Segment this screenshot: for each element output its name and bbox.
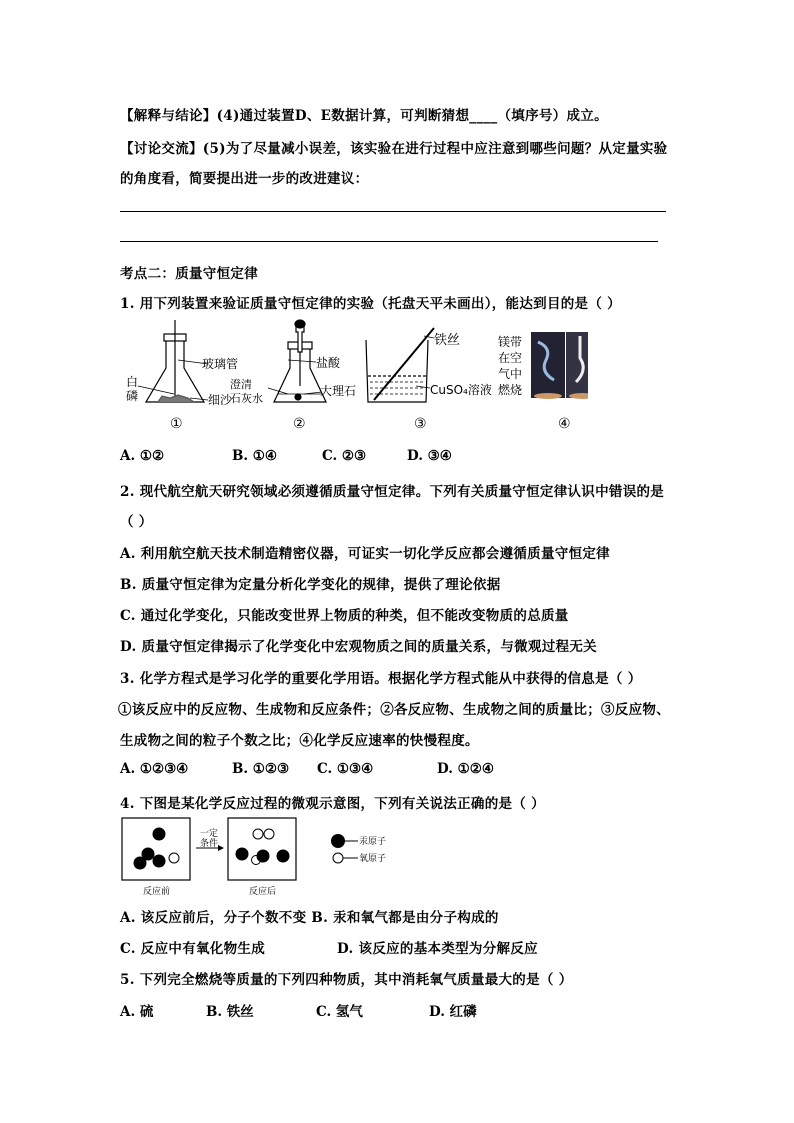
- flask-1: [138, 320, 208, 402]
- line-discussion: 【讨论交流】(5)为了尽量减小误差，该实验在进行过程中应注意到哪些问题？从定量实验: [120, 141, 668, 157]
- question-2: 2. 现代航空航天研究领域必须遵循质量守恒定律。下列有关质量守恒定律认识中错误的是: [120, 484, 665, 500]
- label-before: 反应前: [143, 887, 171, 897]
- q4-option-ab: A. 该反应前后，分子个数不变 B. 汞和氧气都是由分子构成的: [120, 910, 499, 926]
- fig-num-4: ④: [558, 416, 571, 432]
- q1-option-c: C. ②③: [322, 448, 367, 464]
- q4-option-d: D. 该反应的基本类型为分解反应: [337, 941, 538, 957]
- q1-option-d: D. ③④: [407, 448, 452, 464]
- fig-num-1: ①: [170, 416, 183, 432]
- label-after: 反应后: [249, 887, 277, 897]
- q1-apparatus-figure: [118, 318, 588, 436]
- legend-o-atom: 氧原子: [359, 854, 387, 864]
- question-3-info: ①该反应中的反应物、生成物和反应条件；②各反应物、生成物之间的质量比；③反应物、: [118, 702, 670, 718]
- question-5: 5. 下列完全燃烧等质量的下列四种物质，其中消耗氧气质量最大的是（ ）: [120, 972, 573, 988]
- label-cuso4: CuSO₄溶液: [430, 383, 492, 397]
- label-marble: 大理石: [320, 384, 357, 398]
- q2-option-a: A. 利用航空航天技术制造精密仪器，可证实一切化学反应都会遵循质量守恒定律: [120, 546, 610, 562]
- q5-option-c: C. 氢气: [316, 1004, 363, 1020]
- label-mg-1: 镁带: [498, 335, 523, 349]
- fig-num-3: ③: [414, 416, 427, 432]
- q3-option-d: D. ①②④: [437, 761, 494, 777]
- q2-option-b: B. 质量守恒定律为定量分析化学变化的规律，提供了理论依据: [120, 577, 501, 593]
- answer-rule-2: [120, 241, 658, 242]
- section-title: 考点二：质量守恒定律: [120, 266, 258, 282]
- label-mg-2: 在空: [498, 351, 523, 365]
- label-condition-1: 一定: [200, 829, 219, 839]
- label-white-p-1: 白: [126, 375, 139, 389]
- line-discussion-cont: 的角度看，简要提出进一步的改进建议：: [120, 171, 369, 187]
- label-hcl: 盐酸: [316, 356, 341, 370]
- q4-option-c: C. 反应中有氧化物生成: [120, 941, 266, 957]
- beaker-3: [366, 328, 434, 402]
- q3-option-b: B. ①②③: [232, 761, 290, 777]
- q3-option-a: A. ①②③④: [120, 761, 189, 777]
- q3-option-c: C. ①③④: [317, 761, 374, 777]
- q5-option-b: B. 铁丝: [206, 1004, 254, 1020]
- line-conclusion: 【解释与结论】(4)通过装置D、E数据计算，可判断猜想____（填序号）成立。: [120, 108, 608, 124]
- label-iron-wire: 铁丝: [434, 333, 461, 348]
- label-fine-sand: 细沙: [208, 393, 233, 407]
- q4-micro-diagram: [118, 814, 408, 898]
- question-3-info-cont: 生成物之间的粒子个数之比；④化学反应速率的快慢程度。: [120, 733, 479, 749]
- question-4: 4. 下图是某化学反应过程的微观示意图，下列有关说法正确的是（ ）: [120, 796, 545, 812]
- answer-rule-1: [120, 211, 666, 212]
- q5-option-a: A. 硫: [120, 1004, 154, 1020]
- label-mg-3: 气中: [498, 367, 523, 381]
- legend-hg-atom: 汞原子: [359, 837, 387, 847]
- question-2-blank: （ ）: [120, 514, 153, 530]
- question-1: 1. 用下列装置来验证质量守恒定律的实验（托盘天平未画出），能达到目的是（ ）: [120, 296, 621, 312]
- mg-photo-1: [531, 332, 565, 399]
- q2-option-d: D. 质量守恒定律揭示了化学变化中宏观物质之间的质量关系，与微观过程无关: [120, 639, 597, 655]
- label-glass-tube: 玻璃管: [202, 357, 239, 371]
- q2-option-c: C. 通过化学变化，只能改变世界上物质的种类，但不能改变物质的总质量: [120, 608, 569, 624]
- mg-photo-2: [566, 332, 588, 399]
- q1-option-a: A. ①②: [120, 448, 165, 464]
- label-limewater-1: 澄清: [230, 378, 252, 391]
- fig-num-2: ②: [293, 416, 306, 432]
- label-limewater-2: 石灰水: [230, 392, 263, 405]
- q1-option-b: B. ①④: [232, 448, 278, 464]
- q5-option-d: D. 红磷: [429, 1004, 477, 1020]
- label-mg-4: 燃烧: [498, 383, 523, 397]
- label-white-p-2: 磷: [126, 389, 139, 403]
- label-condition-2: 条件: [200, 839, 219, 849]
- question-3: 3. 化学方程式是学习化学的重要化学用语。根据化学方程式能从中获得的信息是（ ）: [120, 671, 642, 687]
